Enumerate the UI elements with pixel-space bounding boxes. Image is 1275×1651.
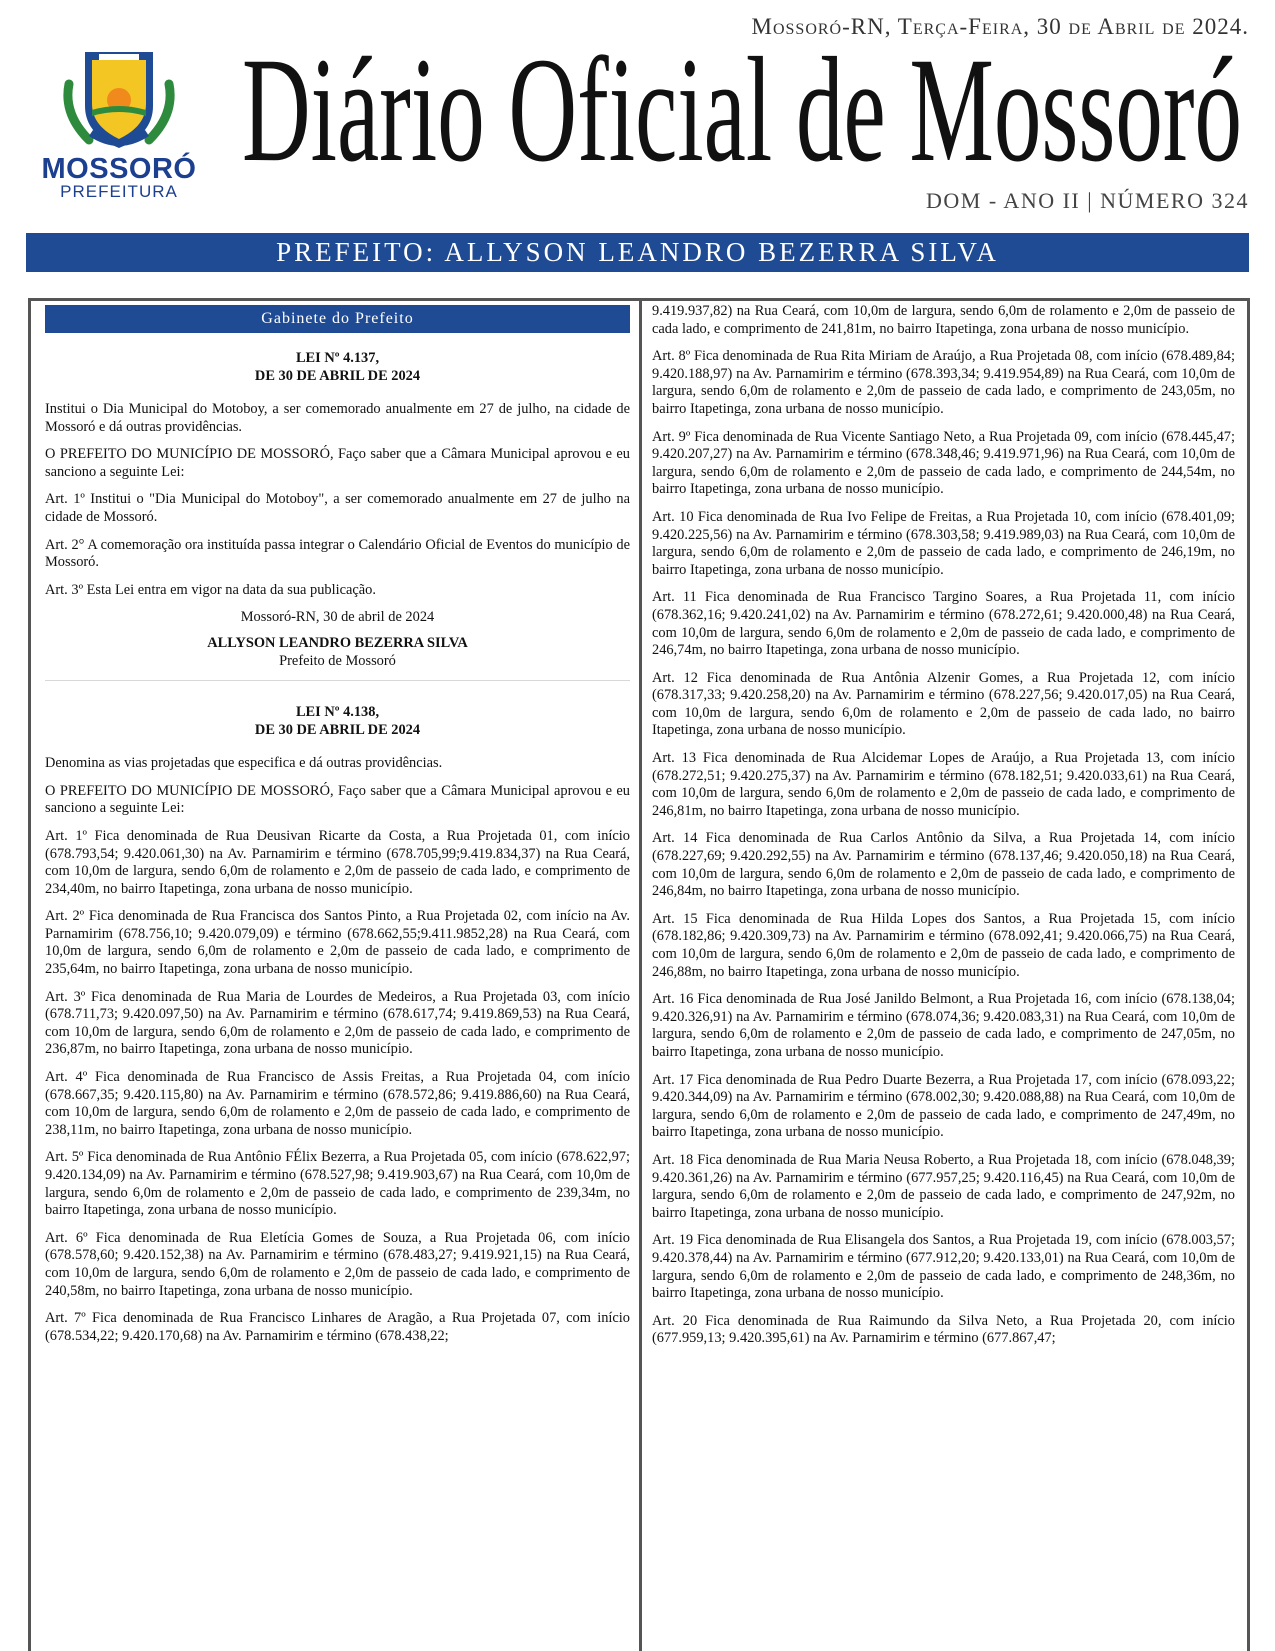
prefeitura-logo[interactable] bbox=[24, 44, 214, 204]
law-heading bbox=[45, 703, 630, 739]
law-article: Art. 11 Fica denominada de Rua Francisco Targino Soares, a Rua Projetada 11, com início (678.362,16; 9.420.241,02) na Av. Parnamirim e término (678.272,61; 9.420.000,48) na Rua Ceará, com 10,0m de largura, sendo 6,0m de rolamento e 2,0m de passeio de cada lado, e comprimento de 246,74m, no bairro Itapetinga, zona urbana de nosso município. bbox=[652, 589, 1235, 659]
masthead bbox=[0, 0, 1275, 267]
law-summary: Institui o Dia Municipal do Motoboy, a ser comemorado anualmente em 27 de julho, na cidade de Mossoró e dá outras providências. bbox=[45, 401, 630, 435]
signature-block bbox=[45, 609, 630, 670]
publication-date: Mossoró-RN, Terça-Feira, 30 de Abril de 2024. bbox=[751, 14, 1249, 39]
law-article: Art. 17 Fica denominada de Rua Pedro Duarte Bezerra, a Rua Projetada 17, com início (678.093,22; 9.420.344,09) na Av. Parnamirim e término (678.002,30; 9.420.088,88) na Rua Ceará, com 10,0m de largura, sendo 6,0m de rolamento e 2,0m de passeio de cada lado, e comprimento de 247,49m, no bairro Itapetinga, zona urbana de nosso município. bbox=[652, 1071, 1235, 1141]
law-article: Art. 20 Fica denominada de Rua Raimundo da Silva Neto, a Rua Projetada 20, com início (677.959,13; 9.420.395,61) na Av. Parnamirim e término (677.867,47; bbox=[652, 1312, 1235, 1347]
logo-subtitle: PREFEITURA bbox=[60, 182, 178, 201]
column-divider bbox=[639, 298, 642, 1651]
law-article: Art. 12 Fica denominada de Rua Antônia Alzenir Gomes, a Rua Projetada 12, com início (678.317,33; 9.420.258,20) na Av. Parnamirim e término (678.227,56; 9.420.017,05) na Rua Ceará, com 10,0m de largura, sendo 6,0m de rolamento e 2,0m de passeio de cada lado, no bairro Itapetinga, zona urbana de nosso município. bbox=[652, 669, 1235, 739]
right-column bbox=[652, 303, 1235, 1358]
edition-number: DOM - ANO II | NÚMERO 324 bbox=[925, 188, 1249, 213]
title-text: Diário Oficial de Mossoró bbox=[242, 28, 1242, 188]
law-article: Art. 18 Fica denominada de Rua Maria Neusa Roberto, a Rua Projetada 18, com início (678.048,39; 9.420.361,26) na Av. Parnamirim e término (677.957,25; 9.420.116,45) na Rua Ceará, com 10,0m de largura, sendo 6,0m de rolamento e 2,0m de passeio de cada lado, e comprimento de 247,92m, no bairro Itapetinga, zona urbana de nosso município. bbox=[652, 1151, 1235, 1221]
law-article: Art. 14 Fica denominada de Rua Carlos Antônio da Silva, a Rua Projetada 14, com início (678.227,69; 9.420.292,55) na Av. Parnamirim e término (678.137,46; 9.420.050,18) na Rua Ceará, com 10,0m de largura, sendo 6,0m de rolamento e 2,0m de passeio de cada lado, e comprimento de 246,84m, no bairro Itapetinga, zona urbana de nosso município. bbox=[652, 830, 1235, 900]
law-number: LEI Nº 4.137, bbox=[295, 350, 380, 366]
law-article: Art. 9º Fica denominada de Rua Vicente Santiago Neto, a Rua Projetada 09, com início (678.445,47; 9.420.207,27) na Av. Parnamirim e término (678.348,46; 9.419.971,96) na Rua Ceará, com 10,0m de largura, sendo 6,0m de rolamento e 2,0m de passeio de cada lado, e comprimento de 244,54m, no bairro Itapetinga, zona urbana de nosso município. bbox=[652, 428, 1235, 498]
law-article: Art. 19 Fica denominada de Rua Elisangela dos Santos, a Rua Projetada 19, com início (678.003,57; 9.420.378,44) na Av. Parnamirim e término (677.912,20; 9.420.133,01) na Rua Ceará, com 10,0m de largura, sendo 6,0m de rolamento e 2,0m de passeio de cada lado, e comprimento de 248,36m, no bairro Itapetinga, zona urbana de nosso município. bbox=[652, 1232, 1235, 1302]
law-article: Art. 1º Institui o "Dia Municipal do Motoboy", a ser comemorado anualmente em 27 de julho na cidade de Mossoró. bbox=[45, 491, 630, 525]
law-article: Art. 2º Fica denominada de Rua Francisca dos Santos Pinto, a Rua Projetada 02, com início na Av. Parnamirim (678.756,10; 9.420.079,09) e término (678.662,55;9.411.9852,28) na Rua Ceará, com 10,0m de largura, sendo 6,0m de rolamento e 2,0m de passeio de cada lado, e comprimento de 235,64m, no bairro Itapetinga, zona urbana de nosso município. bbox=[45, 908, 630, 978]
law-preamble: O PREFEITO DO MUNICÍPIO DE MOSSORÓ, Faço saber que a Câmara Municipal aprovou e eu sanciono a seguinte Lei: bbox=[45, 782, 630, 817]
law-article: Art. 5º Fica denominada de Rua Antônio FÉlix Bezerra, a Rua Projetada 05, com início (678.622,97; 9.420.134,09) na Av. Parnamirim e término (678.527,98; 9.419.903,67) na Rua Ceará, com 10,0m de largura, sendo 6,0m de rolamento e 2,0m de passeio de cada lado, e comprimento de 239,34m, no bairro Itapetinga, zona urbana de nosso município. bbox=[45, 1149, 630, 1219]
law-article: Art. 6º Fica denominada de Rua Eletícia Gomes de Souza, a Rua Projetada 06, com início (678.578,60; 9.420.152,38) na Av. Parnamirim e término (678.483,27; 9.419.921,15) na Rua Ceará, com 10,0m de largura, sendo 6,0m de rolamento e 2,0m de passeio de cada lado, e comprimento de 240,58m, no bairro Itapetinga, zona urbana de nosso município. bbox=[45, 1229, 630, 1299]
law-article: Art. 3º Fica denominada de Rua Maria de Lourdes de Medeiros, a Rua Projetada 03, com início (678.711,73; 9.420.097,50) na Av. Parnamirim e término (678.617,74; 9.419.869,53) na Rua Ceará, com 10,0m de largura, sendo 6,0m de rolamento e 2,0m de passeio de cada lado, e comprimento de 236,87m, no bairro Itapetinga, zona urbana de nosso município. bbox=[45, 988, 630, 1058]
law-article: Art. 2° A comemoração ora instituída passa integrar o Calendário Oficial de Eventos do município de Mossoró. bbox=[45, 536, 630, 571]
law-preamble: O PREFEITO DO MUNICÍPIO DE MOSSORÓ, Faço saber que a Câmara Municipal aprovou e eu sanciono a seguinte Lei: bbox=[45, 446, 630, 480]
law-article: Art. 16 Fica denominada de Rua José Janildo Belmont, a Rua Projetada 16, com início (678.138,04; 9.420.326,91) na Av. Parnamirim e término (678.074,36; 9.420.083,31) na Rua Ceará, com 10,0m de largura, sendo 6,0m de rolamento e 2,0m de passeio de cada lado, e comprimento de 247,05m, no bairro Itapetinga, zona urbana de nosso município. bbox=[652, 991, 1235, 1060]
law-article: Art. 15 Fica denominada de Rua Hilda Lopes dos Santos, a Rua Projetada 15, com início (678.182,86; 9.420.309,73) na Av. Parnamirim e término (678.092,41; 9.420.066,75) na Rua Ceará, com 10,0m de largura, sendo 6,0m de rolamento e 2,0m de passeio de cada lado, e comprimento de 246,88m, no bairro Itapetinga, zona urbana de nosso município. bbox=[652, 910, 1235, 980]
law-summary: Denomina as vias projetadas que especifica e dá outras providências. bbox=[45, 755, 443, 772]
law-date: DE 30 DE ABRIL DE 2024 bbox=[254, 722, 421, 739]
logo-city-name: MOSSORÓ bbox=[41, 153, 197, 185]
left-column bbox=[45, 301, 630, 1355]
signature-role: Prefeito de Mossoró bbox=[279, 652, 396, 669]
signature-name: ALLYSON LEANDRO BEZERRA SILVA bbox=[207, 634, 468, 651]
law-heading bbox=[45, 349, 630, 385]
law-number: LEI Nº 4.138, bbox=[295, 704, 380, 721]
law-date: DE 30 DE ABRIL DE 2024 bbox=[254, 368, 421, 384]
law-article: Art. 4º Fica denominada de Rua Francisco de Assis Freitas, a Rua Projetada 04, com início (678.667,35; 9.420.115,80) na Av. Parnamirim e término (678.572,86; 9.419.886,60) na Rua Ceará, com 10,0m de largura, sendo 6,0m de rolamento e 2,0m de passeio de cada lado, e comprimento de 238,11m, no bairro Itapetinga, zona urbana de nosso município. bbox=[45, 1069, 630, 1138]
law-separator bbox=[45, 680, 630, 681]
city-crest-icon bbox=[59, 44, 179, 152]
mayor-banner: PREFEITO: ALLYSON LEANDRO BEZERRA SILVA bbox=[26, 233, 1249, 272]
law-article: Art. 10 Fica denominada de Rua Ivo Felipe de Freitas, a Rua Projetada 10, com início (678.401,09; 9.420.225,56) na Av. Parnamirim e término (678.303,58; 9.419.989,03) na Rua Ceará, com 10,0m de largura, sendo 6,0m de rolamento e 2,0m de passeio de cada lado, e comprimento de 246,19m, no bairro Itapetinga, zona urbana de nosso município. bbox=[652, 508, 1235, 578]
law-article: 9.419.937,82) na Rua Ceará, com 10,0m de largura, sendo 6,0m de rolamento e 2,0m de passeio de cada lado, e comprimento de 241,81m, no bairro Itapetinga, zona urbana de nosso município. bbox=[652, 303, 1235, 337]
newspaper-title bbox=[232, 28, 1252, 188]
law-article: Art. 1º Fica denominada de Rua Deusivan Ricarte da Costa, a Rua Projetada 01, com início (678.793,54; 9.420.061,30) na Av. Parnamirim e término (678.705,99;9.419.834,37) na Rua Ceará, com 10,0m de largura, sendo 6,0m de rolamento e 2,0m de passeio de cada lado, e comprimento de 234,40m, no bairro Itapetinga, zona urbana de nosso município. bbox=[45, 827, 630, 897]
law-article: Art. 3º Esta Lei entra em vigor na data da sua publicação. bbox=[45, 581, 376, 598]
law-article: Art. 7º Fica denominada de Rua Francisco Linhares de Aragão, a Rua Projetada 07, com início (678.534,22; 9.420.170,68) na Av. Parnamirim e término (678.438,22; bbox=[45, 1310, 630, 1344]
signature-place-date: Mossoró-RN, 30 de abril de 2024 bbox=[240, 609, 435, 626]
law-article: Art. 8º Fica denominada de Rua Rita Miriam de Araújo, a Rua Projetada 08, com início (678.489,84; 9.420.188,97) na Av. Parnamirim e término (678.393,34; 9.419.954,89) na Rua Ceará, com 10,0m de largura, sendo 6,0m de rolamento e 2,0m de passeio de cada lado, e comprimento de 243,05m, no bairro Itapetinga, zona urbana de nosso município. bbox=[652, 348, 1235, 417]
section-header: Gabinete do Prefeito bbox=[45, 305, 630, 333]
law-article: Art. 13 Fica denominada de Rua Alcidemar Lopes de Araújo, a Rua Projetada 13, com início (678.272,51; 9.420.275,37) na Av. Parnamirim e término (678.182,51; 9.420.033,61) na Rua Ceará, com 10,0m de largura, sendo 6,0m de rolamento e 2,0m de passeio de cada lado, e comprimento de 246,81m, no bairro Itapetinga, zona urbana de nosso município. bbox=[652, 750, 1235, 819]
content-frame bbox=[28, 298, 1250, 1651]
